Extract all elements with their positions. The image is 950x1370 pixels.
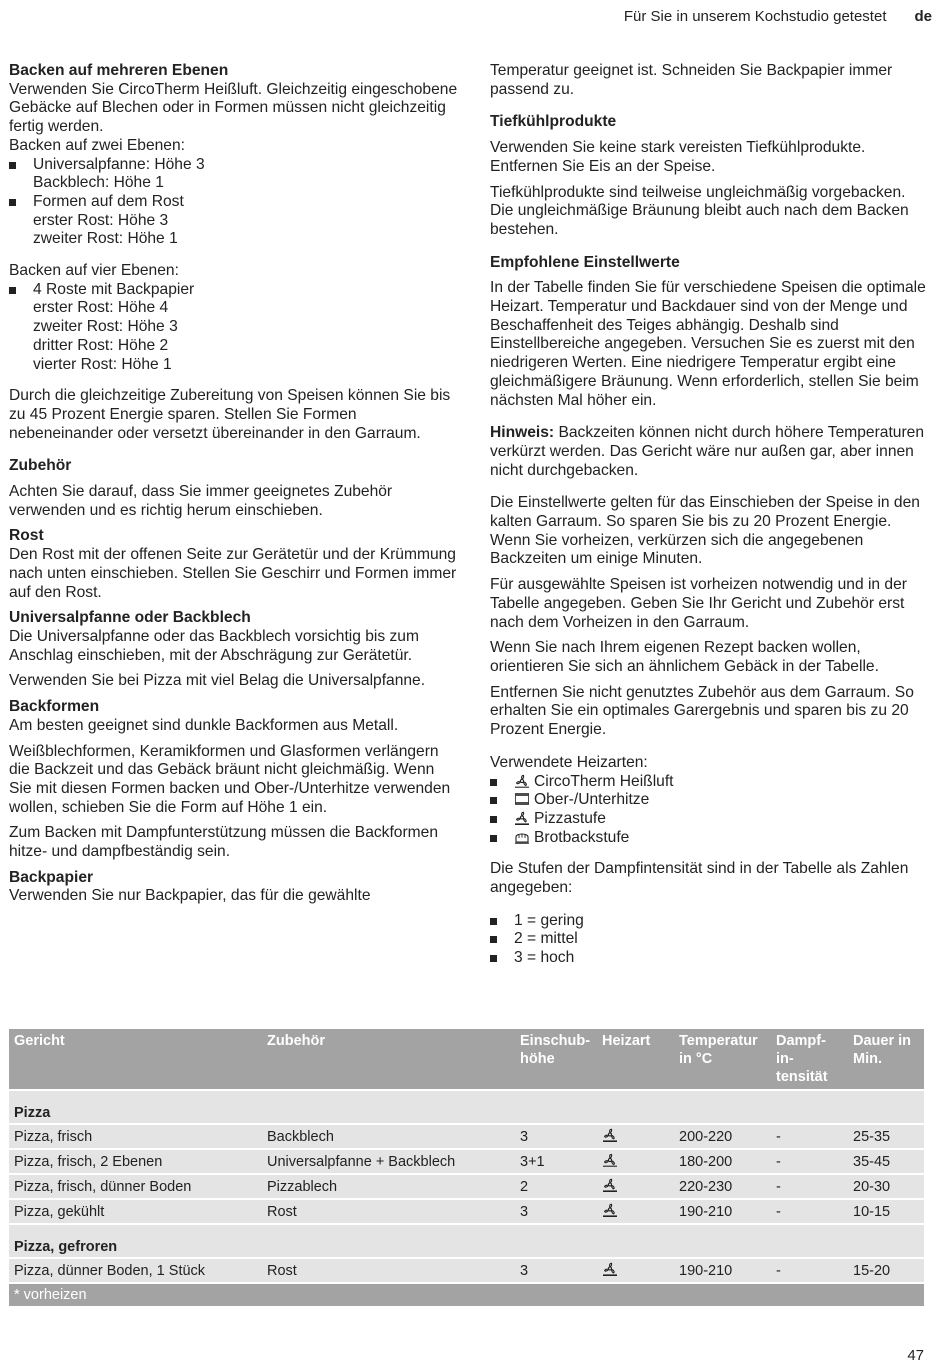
- table-cell: Pizza, frisch, 2 Ebenen: [9, 1149, 262, 1174]
- list-item: Pizzastufe: [490, 810, 930, 829]
- heading-zubehoer: Zubehör: [9, 457, 72, 475]
- table-group-row: [9, 1224, 924, 1258]
- table-cell: Pizza, frisch: [9, 1124, 262, 1149]
- heading-backpapier: Backpapier: [9, 868, 94, 886]
- paragraph: Weißblechformen, Keramikformen und Glasformen verlängern die Backzeit und das Gebäck bräunt nicht gleichmäßig. Wenn Sie mit diesen Formen backen und Ober-/Unterhitze verwenden wollen, schieben Sie die Form auf Höhe 1 ein.: [9, 742, 451, 816]
- pizza-setting-icon: [514, 811, 530, 825]
- table-cell: -: [771, 1124, 848, 1149]
- heading-rost: Rost: [9, 527, 44, 545]
- list-heizarten: [490, 773, 930, 848]
- table-cell: Pizza, dünner Boden, 1 Stück: [9, 1258, 262, 1283]
- table-group-row: [9, 1090, 924, 1124]
- label-heizarten: Verwendete Heizarten:: [490, 753, 648, 771]
- table-cell: 220-230: [674, 1174, 771, 1199]
- list-item: Ober-/Unterhitze: [490, 791, 930, 810]
- pizza-setting-icon: [597, 1124, 674, 1149]
- paragraph: Entfernen Sie nicht genutztes Zubehör aus dem Garraum. So erhalten Sie ein optimales Garergebnis und sparen bis zu 20 Prozent Energie.: [490, 683, 914, 739]
- table-row: [9, 1124, 924, 1149]
- table-cell: 3: [515, 1258, 597, 1283]
- heading-universalpfanne: Universalpfanne oder Backblech: [9, 609, 251, 627]
- left-column: [9, 62, 459, 913]
- paragraph: Verwenden Sie CircoTherm Heißluft. Gleichzeitig eingeschobene Gebäcke auf Blechen oder in Formen müssen nicht gleichzeitig fertig werden.: [9, 80, 458, 136]
- pizza-setting-icon: [597, 1199, 674, 1224]
- group-label: Pizza: [9, 1090, 924, 1124]
- paragraph: Wenn Sie nach Ihrem eigenen Rezept backen wollen, orientieren Sie sich an ähnlichem Gebäck in der Tabelle.: [490, 639, 879, 675]
- header-title: Für Sie in unserem Kochstudio getestet: [623, 8, 887, 25]
- list-dampfintensitaet: [490, 912, 930, 968]
- list-item: Formen auf dem Rost erster Rost: Höhe 3 zweiter Rost: Höhe 1: [9, 193, 459, 249]
- table-row: [9, 1149, 924, 1174]
- footnote: * vorheizen: [9, 1283, 924, 1306]
- settings-table: [9, 1029, 924, 1306]
- table-row: [9, 1174, 924, 1199]
- paragraph: Tiefkühlprodukte sind teilweise ungleichmäßig vorgebacken. Die ungleichmäßige Bräunung bleibt auch nach dem Backen bestehen.: [490, 183, 909, 238]
- column-header: Heizart: [597, 1029, 674, 1090]
- fan-icon: [514, 774, 530, 788]
- heading-tiefkuehlprodukte: Tiefkühlprodukte: [490, 113, 617, 131]
- pizza-setting-icon: [597, 1258, 674, 1283]
- list-item: Brotbackstufe: [490, 829, 930, 848]
- bread-setting-icon: [514, 830, 530, 844]
- table-cell: Rost: [262, 1258, 515, 1283]
- table-cell: 25-35: [848, 1124, 924, 1149]
- heading-empfohlene-einstellwerte: Empfohlene Einstellwerte: [490, 253, 680, 271]
- paragraph: Die Einstellwerte gelten für das Einschieben der Speise in den kalten Garraum. So sparen Sie bis zu 20 Prozent Energie. Wenn Sie vorheizen, verkürzen sich die angegebenen Backzeiten um einige Minuten.: [490, 494, 920, 568]
- page-number: 47: [907, 1347, 924, 1364]
- table-cell: Pizza, frisch, dünner Boden: [9, 1174, 262, 1199]
- paragraph: Achten Sie darauf, dass Sie immer geeignetes Zubehör verwenden und es richtig herum einschieben.: [9, 483, 393, 519]
- column-header: Zubehör: [262, 1029, 515, 1090]
- paragraph: Die Stufen der Dampfintensität sind in der Tabelle als Zahlen angegeben:: [490, 860, 909, 897]
- heading-backen-mehrere-ebenen: Backen auf mehreren Ebenen: [9, 62, 229, 79]
- list-item: 3 = hoch: [490, 949, 930, 968]
- label-vier-ebenen: Backen auf vier Ebenen:: [9, 262, 179, 280]
- table-cell: 2: [515, 1174, 597, 1199]
- table-cell: 10-15: [848, 1199, 924, 1224]
- column-header: Temperatur in °C: [674, 1029, 771, 1090]
- table-row: [9, 1258, 924, 1283]
- group-label: Pizza, gefroren: [9, 1224, 924, 1258]
- paragraph: Verwenden Sie bei Pizza mit viel Belag die Universalpfanne.: [9, 672, 426, 690]
- table-footnote-row: [9, 1283, 924, 1306]
- table-cell: 190-210: [674, 1258, 771, 1283]
- list-zwei-ebenen: [9, 156, 459, 250]
- top-bottom-heat-icon: [514, 792, 530, 806]
- page-header: [624, 8, 932, 25]
- hinweis: [490, 424, 930, 480]
- list-item: CircoTherm Heißluft: [490, 773, 930, 792]
- paragraph: Durch die gleichzeitige Zubereitung von Speisen können Sie bis zu 45 Prozent Energie sparen. Stellen Sie Formen nebeneinander oder versetzt übereinander in den Garraum.: [9, 387, 451, 442]
- table-cell: Universalpfanne + Backblech: [262, 1149, 515, 1174]
- table-cell: Pizza, gekühlt: [9, 1199, 262, 1224]
- list-vier-ebenen: [9, 281, 459, 375]
- hinweis-label: Hinweis:: [490, 424, 555, 442]
- column-header: Einschub- höhe: [515, 1029, 597, 1090]
- table-cell: 190-210: [674, 1199, 771, 1224]
- hinweis-text: Backzeiten können nicht durch höhere Temperaturen verkürzt werden. Das Gericht wäre nur außen gar, aber innen nicht durchgebacken.: [490, 424, 924, 479]
- right-column: [490, 62, 930, 968]
- table-cell: -: [771, 1258, 848, 1283]
- table-cell: 3+1: [515, 1149, 597, 1174]
- fan-icon: [597, 1149, 674, 1174]
- table-cell: 35-45: [848, 1149, 924, 1174]
- table-cell: Backblech: [262, 1124, 515, 1149]
- paragraph: Verwenden Sie keine stark vereisten Tiefkühlprodukte. Entfernen Sie Eis an der Speise.: [490, 139, 866, 175]
- paragraph: Zum Backen mit Dampfunterstützung müssen die Backformen hitze- und dampfbeständig sein.: [9, 824, 439, 861]
- table-cell: 15-20: [848, 1258, 924, 1283]
- table-cell: 180-200: [674, 1149, 771, 1174]
- paragraph: In der Tabelle finden Sie für verschiedene Speisen die optimale Heizart. Temperatur und Backdauer sind von der Menge und Beschaffenheit des Teiges abhängig. Deshalb sind Einstellbereiche angegeben. Versuchen Sie es zuerst mit den niedrigeren Werten. Eine niedrigere Temperatur ergibt eine gleichmäßigere Bräunung. Wenn erforderlich, stellen Sie beim nächsten Mal höher ein.: [490, 279, 926, 409]
- table-body: [9, 1090, 924, 1306]
- table-cell: 3: [515, 1199, 597, 1224]
- table-row: [9, 1199, 924, 1224]
- table-cell: -: [771, 1199, 848, 1224]
- column-header: Dampf-in- tensität: [771, 1029, 848, 1090]
- table-cell: 3: [515, 1124, 597, 1149]
- table-cell: 20-30: [848, 1174, 924, 1199]
- table-cell: 200-220: [674, 1124, 771, 1149]
- pizza-setting-icon: [597, 1174, 674, 1199]
- table-header-row: [9, 1029, 924, 1090]
- paragraph: Für ausgewählte Speisen ist vorheizen notwendig und in der Tabelle angegeben. Geben Sie Ihr Gericht und Zubehör erst nach dem Vorheizen in den Garraum.: [490, 576, 907, 631]
- table-cell: Pizzablech: [262, 1174, 515, 1199]
- table-cell: -: [771, 1149, 848, 1174]
- paragraph: Temperatur geeignet ist. Schneiden Sie Backpapier immer passend zu.: [490, 62, 893, 98]
- language-code: de: [914, 8, 932, 25]
- paragraph: Die Universalpfanne oder das Backblech vorsichtig bis zum Anschlag einschieben, mit der Abschrägung zur Gerätetür.: [9, 627, 419, 664]
- column-header: Dauer in Min.: [848, 1029, 924, 1090]
- list-item: 1 = gering: [490, 912, 930, 931]
- heading-backformen: Backformen: [9, 698, 100, 716]
- column-header: Gericht: [9, 1029, 262, 1090]
- list-item: 4 Roste mit Backpapier erster Rost: Höhe 4 zweiter Rost: Höhe 3 dritter Rost: Höhe 2 vierter Rost: Höhe 1: [9, 281, 459, 375]
- list-item: 2 = mittel: [490, 930, 930, 949]
- paragraph: Verwenden Sie nur Backpapier, das für die gewählte: [9, 887, 371, 905]
- paragraph: Den Rost mit der offenen Seite zur Gerätetür und der Krümmung nach unten einschieben. Stellen Sie Geschirr und Formen immer auf den Rost.: [9, 546, 457, 601]
- paragraph: Am besten geeignet sind dunkle Backformen aus Metall.: [9, 716, 399, 734]
- table-cell: Rost: [262, 1199, 515, 1224]
- list-item: Universalpfanne: Höhe 3 Backblech: Höhe 1: [9, 156, 459, 193]
- table-cell: -: [771, 1174, 848, 1199]
- label-zwei-ebenen: Backen auf zwei Ebenen:: [9, 136, 185, 154]
